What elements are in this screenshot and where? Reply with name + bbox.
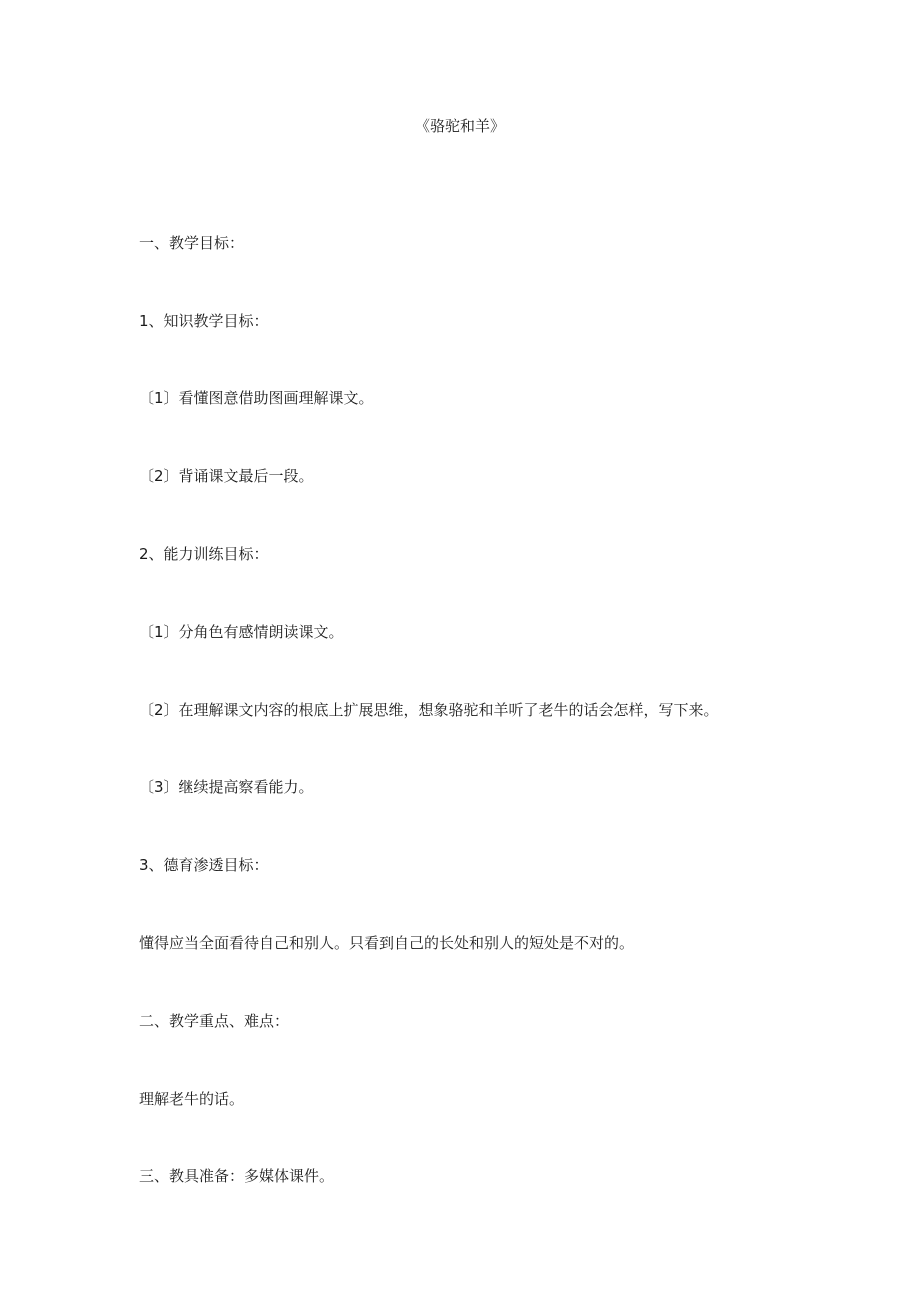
section-heading-teaching-aids: 三、教具准备：多媒体课件。 [139,1167,335,1185]
subheading-knowledge-goals: 1、知识教学目标： [139,312,269,330]
subheading-moral-goals: 3、德育渗透目标： [139,856,269,874]
ability-goal-item-1: 〔1〕分角色有感情朗读课文。 [139,623,344,641]
key-points-text: 理解老牛的话。 [139,1090,245,1108]
document-title: 《骆驼和羊》 [414,117,505,135]
ability-goal-item-3: 〔3〕继续提高察看能力。 [139,778,314,796]
knowledge-goal-item-2: 〔2〕背诵课文最后一段。 [139,467,314,485]
subheading-ability-goals: 2、能力训练目标： [139,545,269,563]
ability-goal-item-2: 〔2〕在理解课文内容的根底上扩展思维，想象骆驼和羊听了老牛的话会怎样，写下来。 [139,701,719,719]
section-heading-key-points: 二、教学重点、难点： [139,1012,290,1030]
knowledge-goal-item-1: 〔1〕看懂图意借助图画理解课文。 [139,389,374,407]
section-heading-teaching-goals: 一、教学目标： [139,234,245,252]
moral-goal-text: 懂得应当全面看待自己和别人。只看到自己的长处和别人的短处是不对的。 [139,934,635,952]
